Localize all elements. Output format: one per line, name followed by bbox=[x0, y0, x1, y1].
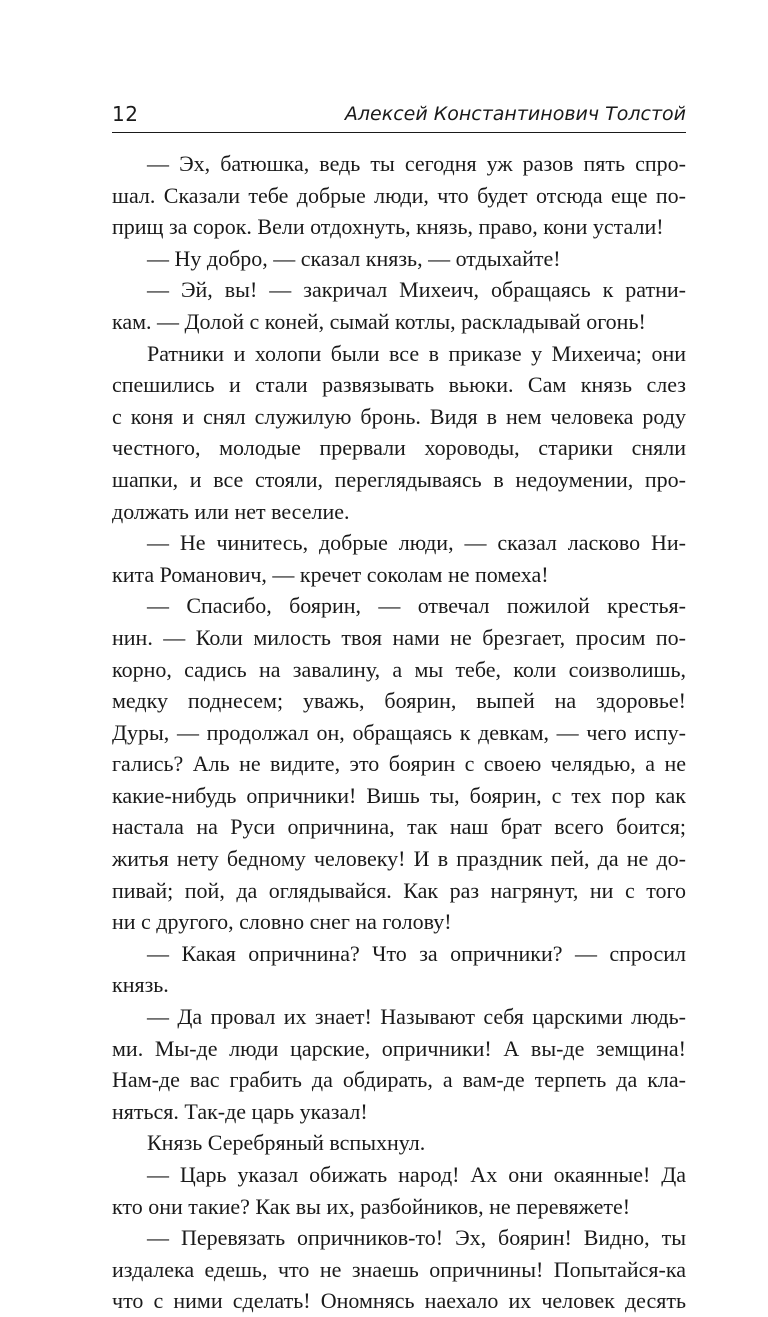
body-text bbox=[112, 148, 686, 1317]
text-line: Ратники и холопи были все в приказе у Михеича; они bbox=[147, 340, 686, 366]
header-rule bbox=[112, 132, 686, 133]
text-line: — Не чинитесь, добрые люди, — сказал ласково Ни- bbox=[147, 530, 686, 556]
text-line: пивай; пой, да оглядывайся. Как раз нагрянут, ни с того bbox=[112, 877, 686, 903]
text-line: ми. Мы-де люди царские, опричники! А вы-де земщина! bbox=[112, 1035, 686, 1061]
text-line: должать или нет веселие. bbox=[112, 498, 350, 524]
text-line: честного, молодые прервали хороводы, старики сняли bbox=[112, 435, 686, 461]
text-line: кам. — Долой с коней, сымай котлы, раскладывай огонь! bbox=[112, 308, 646, 334]
text-line: спешились и стали развязывать вьюки. Сам князь слез bbox=[112, 372, 686, 398]
text-line: — Перевязать опричников-то! Эх, боярин! Видно, ты bbox=[147, 1225, 686, 1251]
text-line: — Царь указал обижать народ! Ах они окаянные! Да bbox=[147, 1162, 686, 1187]
page-number: 12 bbox=[112, 102, 139, 126]
text-line: Дуры, — продолжал он, обращаясь к девкам, — чего испу- bbox=[112, 719, 686, 745]
text-line: кто они такие? Как вы их, разбойников, не перевяжете! bbox=[112, 1193, 631, 1219]
text-line: — Да провал их знает! Называют себя царскими людь- bbox=[147, 1004, 686, 1030]
text-line: кита Романович, — кречет соколам не помеха! bbox=[112, 561, 549, 587]
text-line: нин. — Коли милость твоя нами не брезгает, просим по- bbox=[112, 624, 686, 650]
text-line: няться. Так-де царь указал! bbox=[112, 1098, 368, 1124]
text-line: — Эй, вы! — закричал Михеич, обращаясь к ратни- bbox=[147, 277, 686, 303]
text-line: прищ за сорок. Вели отдохнуть, князь, право, кони устали! bbox=[112, 214, 664, 240]
text-line: что с ними сделать! Ономнясь наехало их человек десять bbox=[112, 1288, 686, 1314]
text-line: с коня и снял служилую бронь. Видя в нем человека роду bbox=[112, 403, 686, 429]
text-line: шал. Сказали тебе добрые люди, что будет отсюда еще по- bbox=[112, 182, 686, 208]
text-line: — Ну добро, — сказал князь, — отдыхайте! bbox=[147, 245, 561, 271]
text-line: — Какая опричнина? Что за опричники? — спросил bbox=[147, 940, 686, 966]
text-line: — Эх, батюшка, ведь ты сегодня уж разов пять спро- bbox=[147, 151, 686, 176]
running-title: Алексей Константинович Толстой bbox=[344, 103, 686, 125]
text-line: настала на Руси опричнина, так наш брат всего боится; bbox=[112, 814, 686, 840]
text-line: шапки, и все стояли, переглядываясь в недоумении, про- bbox=[112, 466, 686, 492]
text-line: гались? Аль не видите, это боярин с своею челядью, а не bbox=[112, 751, 686, 777]
text-line: издалека едешь, что не знаешь опричнины! Попытайся-ка bbox=[112, 1256, 686, 1282]
running-head bbox=[112, 100, 686, 130]
text-line: житья нету бедному человеку! И в праздник пей, да не до- bbox=[112, 846, 686, 872]
text-line: какие-нибудь опричники! Вишь ты, боярин, с тех пор как bbox=[112, 782, 686, 808]
text-line: медку поднесем; уважь, боярин, выпей на здоровье! bbox=[112, 688, 686, 714]
text-line: корно, садись на завалину, а мы тебе, коли соизволишь, bbox=[112, 656, 686, 682]
text-line: Князь Серебряный вспыхнул. bbox=[147, 1130, 426, 1156]
text-line: — Спасибо, боярин, — отвечал пожилой крестья- bbox=[147, 593, 686, 619]
text-line: князь. bbox=[112, 972, 169, 998]
text-line: Нам-де вас грабить да обдирать, а вам-де терпеть да кла- bbox=[112, 1067, 686, 1093]
text-line: ни с другого, словно снег на голову! bbox=[112, 909, 452, 935]
